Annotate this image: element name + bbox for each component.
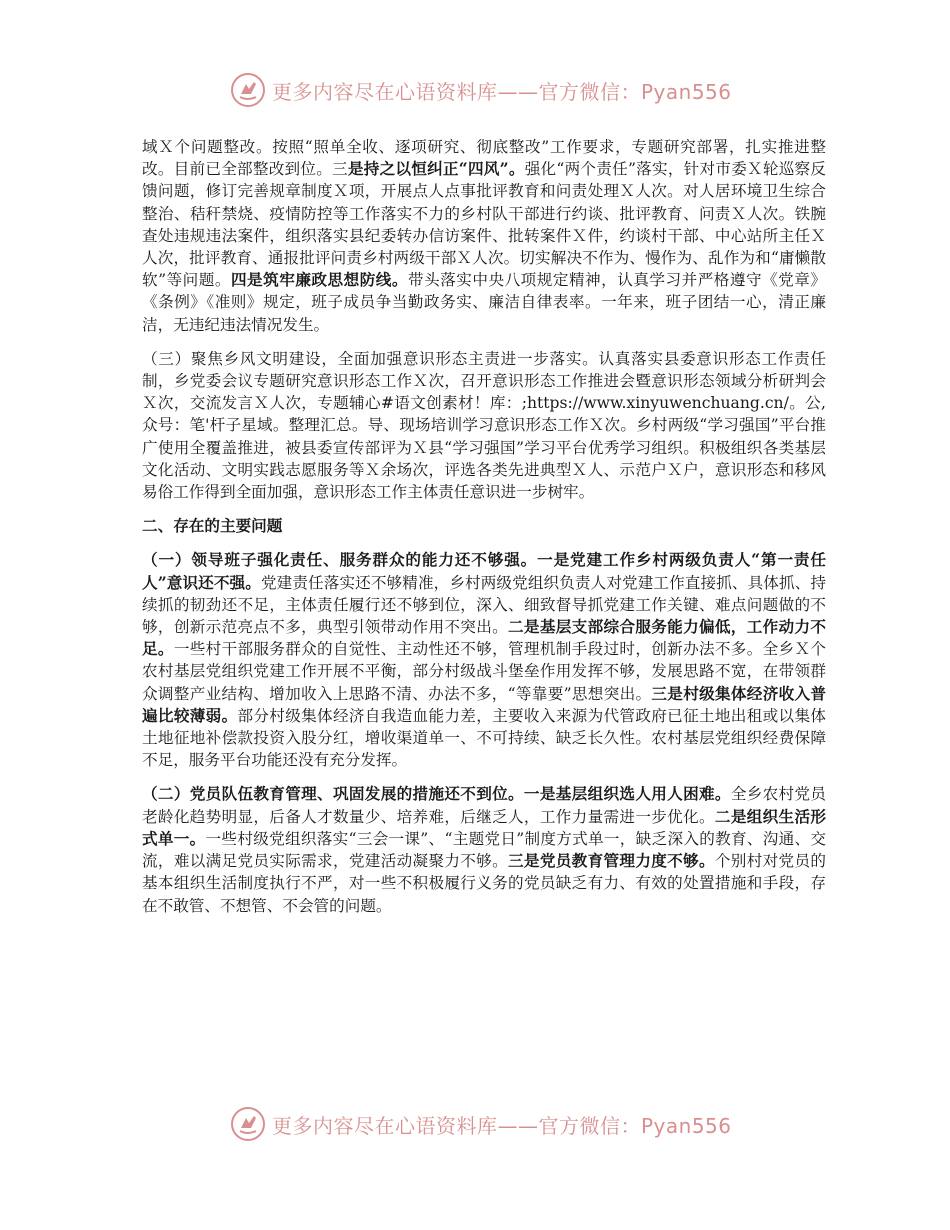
document-body bbox=[142, 136, 826, 929]
watermark-text: 更多内容尽在心语资料库——官方微信：Pyan556 bbox=[272, 1113, 732, 1138]
paragraph-party-member-problems: （二）党员队伍教育管理、巩固发展的措施还不到位。一是基层组织选人用人困难。全乡农村党员老龄化趋势明显，后备人才数量少、培养难，后继乏人，工作力量需进一步优化。二是组织生活形式单一。一些村级党组织落实“三会一课”、“主题党日”制度方式单一，缺乏深入的教育、沟通、交流，难以满足党员实际需求，党建活动凝聚力不够。三是党员教育管理力度不够。个别村对党员的基本组织生活制度执行不严，对一些不积极履行义务的党员缺乏有力、有效的处置措施和手段，存在不敢管、不想管、不会管的问题。 bbox=[142, 784, 826, 915]
header-watermark-banner bbox=[230, 70, 750, 110]
watermark-text: 更多内容尽在心语资料库——官方微信：Pyan556 bbox=[272, 79, 732, 104]
paragraph-ideology: （三）聚焦乡风文明建设，全面加强意识形态主责进一步落实。认真落实县委意识形态工作责任制，乡党委会议专题研究意识形态工作Ｘ次，召开意识形态工作推进会暨意识形态领域分析研判会Ｘ次，交流发言Ｘ人次，专题辅心#语文创素材！库：;https://www.xinyuwenchuang.cn/。公,众号：笔'杆子星域。整理汇总。导、现场培训学习意识形态工作Ｘ次。乡村两级“学习强国”平台推广使用全覆盖推进，被县委宣传部评为Ｘ县“学习强国”学习平台优秀学习组织。积极组织各类基层文化活动、文明实践志愿服务等Ｘ余场次，评选各类先进典型Ｘ人、示范户Ｘ户，意识形态和移风易俗工作得到全面加强，意识形态工作主体责任意识进一步树牢。 bbox=[142, 349, 826, 502]
hand-pointer-logo-icon bbox=[230, 1106, 266, 1142]
paragraph-leadership-problems: （一）领导班子强化责任、服务群众的能力还不够强。一是党建工作乡村两级负责人“第一责任人”意识还不强。党建责任落实还不够精准，乡村两级党组织负责人对党建工作直接抓、具体抓、持续抓的韧劲还不足，主体责任履行还不够到位，深入、细致督导抓党建工作关键、难点问题做的不够，创新示范亮点不多，典型引领带动作用不突出。二是基层支部综合服务能力偏低，工作动力不足。一些村干部服务群众的自觉性、主动性还不够，管理机制手段过时，创新办法不多。全乡Ｘ个农村基层党组织党建工作开展不平衡，部分村级战斗堡垒作用发挥不够，发展思路不宽，在带领群众调整产业结构、增加收入上思路不清、办法不多，“等靠要”思想突出。三是村级集体经济收入普遍比较薄弱。部分村级集体经济自我造血能力差，主要收入来源为代管政府已征土地出租或以集体土地征地补偿款投资入股分红，增收渠道单一、不可持续、缺乏长久性。农村基层党组织经费保障不足，服务平台功能还没有充分发挥。 bbox=[142, 550, 826, 770]
footer-watermark-banner bbox=[230, 1104, 750, 1144]
paragraph-discipline: 域Ｘ个问题整改。按照“照单全收、逐项研究、彻底整改”工作要求，专题研究部署，扎实推进整改。目前已全部整改到位。三是持之以恒纠正“四风”。强化“两个责任”落实，针对市委Ｘ轮巡察反馈问题，修订完善规章制度Ｘ项，开展点人点事批评教育和问责处理Ｘ人次。对人居环境卫生综合整治、秸秆禁烧、疫情防控等工作落实不力的乡村队干部进行约谈、批评教育、问责Ｘ人次。铁腕查处违规违法案件，组织落实县纪委转办信访案件、批转案件Ｘ件，约谈村干部、中心站所主任Ｘ人次，批评教育、通报批评问责乡村两级干部Ｘ人次。切实解决不作为、慢作为、乱作为和“庸懒散软”等问题。四是筑牢廉政思想防线。带头落实中央八项规定精神，认真学习并严格遵守《党章》《条例》《准则》规定，班子成员争当勤政务实、廉洁自律表率。一年来，班子团结一心，清正廉洁，无违纪违法情况发生。 bbox=[142, 138, 826, 334]
hand-pointer-logo-icon bbox=[230, 72, 266, 108]
section-heading-problems: 二、存在的主要问题 bbox=[142, 516, 283, 536]
